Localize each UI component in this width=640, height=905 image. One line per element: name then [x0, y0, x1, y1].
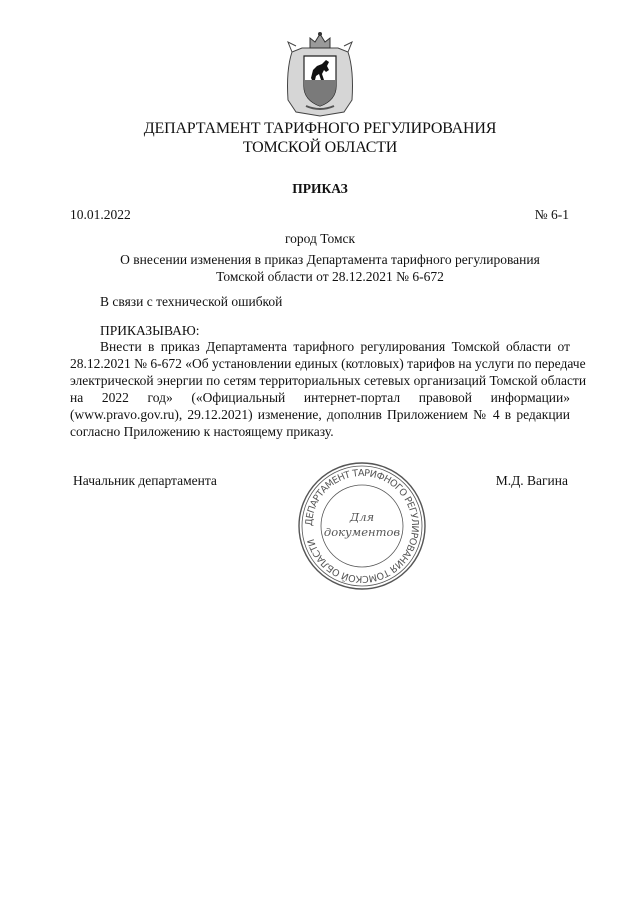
stamp-ring-text: ДЕПАРТАМЕНТ ТАРИФНОГО РЕГУЛИРОВАНИЯ ТОМСКОЙ ОБЛАСТИ — [303, 467, 421, 585]
order-body-line: на 2022 год» («Официальный интернет-портал правовой информации» — [70, 390, 570, 405]
signatory-position: Начальник департамента — [73, 473, 217, 488]
order-word: ПРИКАЗЫВАЮ: — [100, 323, 200, 338]
order-body-line: (www.pravo.gov.ru), 29.12.2021) изменение, дополнив Приложением № 4 в редакции — [70, 407, 570, 422]
document-subject: О внесении изменения в приказ Департамента тарифного регулирования Томской области от 28.12.2021 № 6-672 — [120, 252, 540, 284]
tomsk-coat-of-arms-icon — [282, 30, 358, 118]
document-date: 10.01.2022 — [70, 207, 131, 222]
document-title: ПРИКАЗ — [292, 181, 348, 196]
document-number: № 6-1 — [534, 207, 569, 222]
order-body-line: 28.12.2021 № 6-672 «Об установлении единых (котловых) тарифов на услуги по передаче — [70, 356, 586, 371]
stamp-center-line1: Для — [349, 510, 375, 524]
order-body — [70, 338, 587, 440]
department-name-line1: ДЕПАРТАМЕНТ ТАРИФНОГО РЕГУЛИРОВАНИЯ — [143, 120, 497, 137]
department-name-line2: ТОМСКОЙ ОБЛАСТИ — [242, 139, 398, 156]
stamp-center-line2: документов — [323, 525, 401, 539]
document-basis: В связи с технической ошибкой — [100, 294, 283, 309]
signatory-name: М.Д. Вагина — [495, 473, 568, 488]
order-body-line: электрической энергии по сетям территориальных сетевых организаций Томской области — [70, 373, 587, 388]
official-stamp — [296, 460, 428, 592]
order-body-line: согласно Приложению к настоящему приказу. — [70, 424, 334, 439]
order-body-line: Внести в приказ Департамента тарифного регулирования Томской области от — [100, 339, 570, 354]
document-city: город Томск — [284, 231, 356, 246]
